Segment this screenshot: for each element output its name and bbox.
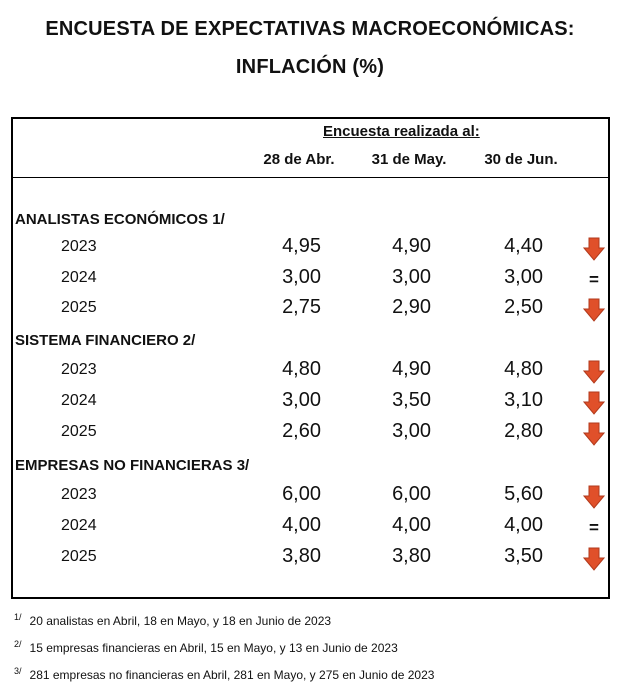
page-subtitle: INFLACIÓN (%) [235,56,385,78]
down-arrow-icon [583,390,605,416]
table-row [13,513,608,543]
footnote-1 [14,612,331,628]
value-may: 4,90 [392,235,431,257]
section-empresas-no-financieras: EMPRESAS NO FINANCIERAS 3/ [15,457,250,474]
table-row [13,482,608,512]
table-row [13,357,608,387]
value-apr: 3,80 [282,545,321,567]
survey-label: Encuesta realizada al: [323,123,480,140]
value-may: 3,50 [392,389,431,411]
value-apr: 2,60 [282,420,321,442]
year-cell: 2023 [61,238,97,255]
table-row [13,544,608,574]
page-title: ENCUESTA DE EXPECTATIVAS MACROECONÓMICAS: [45,18,575,40]
down-arrow-icon [583,236,605,262]
table-row [13,295,608,325]
table-row [13,265,608,295]
footnote-mark: 2/ [14,639,22,649]
column-header-3: 30 de Jun. [484,151,558,168]
table-row [13,419,608,449]
footnote-text: 281 empresas no financieras en Abril, 281 en Mayo, y 275 en Junio de 2023 [29,668,435,682]
footnote-mark: 3/ [14,666,22,676]
value-may: 3,80 [392,545,431,567]
footnote-text: 15 empresas financieras en Abril, 15 en Mayo, y 13 en Junio de 2023 [29,641,398,655]
column-header-2: 31 de May. [371,151,447,168]
header-divider [13,177,608,178]
table-row [13,234,608,264]
year-cell: 2025 [61,423,97,440]
down-arrow-icon [583,359,605,385]
value-jun: 3,00 [504,266,543,288]
value-apr: 4,95 [282,235,321,257]
value-may: 2,90 [392,296,431,318]
year-cell: 2024 [61,269,97,286]
value-jun: 2,50 [504,296,543,318]
value-apr: 3,00 [282,389,321,411]
down-arrow-icon [583,484,605,510]
year-cell: 2024 [61,392,97,409]
value-apr: 2,75 [282,296,321,318]
expectations-table [11,117,610,599]
value-jun: 3,50 [504,545,543,567]
year-cell: 2023 [61,361,97,378]
year-cell: 2025 [61,299,97,316]
value-may: 4,00 [392,514,431,536]
value-jun: 2,80 [504,420,543,442]
section-analistas: ANALISTAS ECONÓMICOS 1/ [15,211,225,228]
year-cell: 2023 [61,486,97,503]
footnote-2 [14,639,398,655]
equal-sign: = [589,270,599,289]
footnote-3 [14,666,434,682]
value-apr: 4,80 [282,358,321,380]
value-may: 4,90 [392,358,431,380]
value-jun: 4,40 [504,235,543,257]
column-header-1: 28 de Abr. [263,151,335,168]
down-arrow-icon [583,421,605,447]
value-apr: 6,00 [282,483,321,505]
value-apr: 3,00 [282,266,321,288]
down-arrow-icon [583,297,605,323]
down-arrow-icon [583,546,605,572]
value-may: 3,00 [392,266,431,288]
value-jun: 3,10 [504,389,543,411]
value-may: 3,00 [392,420,431,442]
footnote-text: 20 analistas en Abril, 18 en Mayo, y 18 en Junio de 2023 [29,614,332,628]
footnote-mark: 1/ [14,612,22,622]
equal-sign: = [589,518,599,537]
year-cell: 2024 [61,517,97,534]
value-apr: 4,00 [282,514,321,536]
table-row [13,388,608,418]
year-cell: 2025 [61,548,97,565]
value-jun: 5,60 [504,483,543,505]
section-sistema-financiero: SISTEMA FINANCIERO 2/ [15,332,196,349]
value-jun: 4,00 [504,514,543,536]
value-may: 6,00 [392,483,431,505]
value-jun: 4,80 [504,358,543,380]
